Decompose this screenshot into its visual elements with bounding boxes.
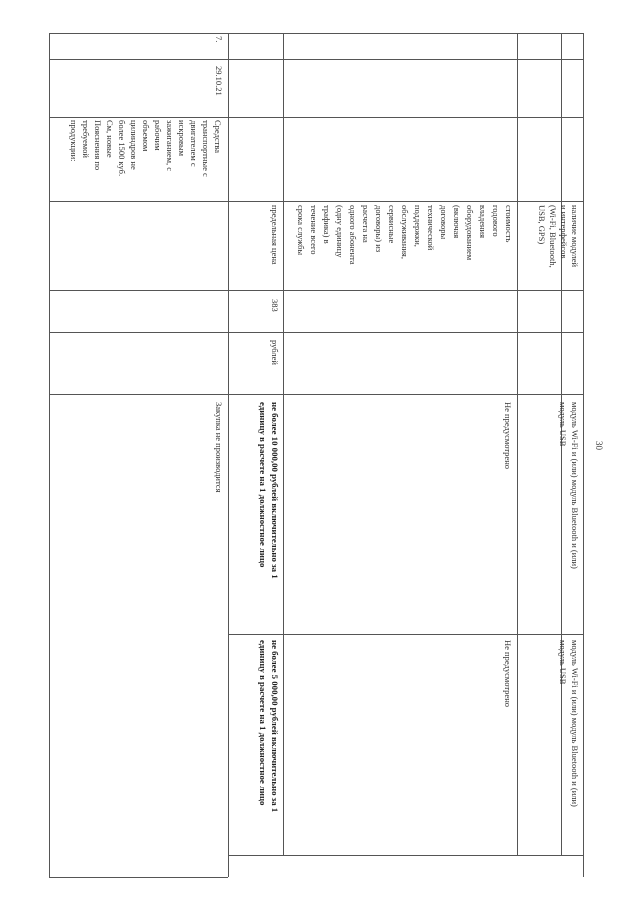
characteristic-line: обслуживания, — [400, 205, 410, 259]
col-divider-okei-unit — [49, 394, 584, 395]
product-name-line: объемом — [141, 120, 151, 152]
characteristic-line: течение всего — [309, 205, 319, 255]
col1-modules-line: модуль USB — [558, 402, 568, 447]
product-name-line: зажиганием, с — [165, 120, 175, 172]
characteristic-price-limit: предельная цена — [270, 205, 280, 265]
col-divider-name — [49, 201, 584, 202]
table-border-bottom-upper — [228, 855, 583, 856]
characteristic-line: годового — [491, 205, 501, 237]
product-name-line: более 1500 куб. — [117, 120, 127, 177]
characteristic-line: и интерфейсов — [559, 205, 569, 259]
col-divider-values — [228, 634, 584, 635]
characteristic-line: наличие модулей — [570, 205, 580, 268]
characteristic-line: (включая — [452, 205, 462, 239]
col2-modules-line: модуль Wi-Fi и (или) модуль Bluetooth и (или) — [570, 640, 580, 807]
characteristic-line: (одну единицу — [335, 205, 345, 258]
table-border-right — [583, 33, 584, 877]
characteristic-line: расчета на — [361, 205, 371, 243]
col-divider-okei-code — [49, 332, 584, 333]
page-number: 30 — [594, 441, 604, 450]
okei-unit: рублей — [270, 340, 280, 365]
characteristic-line: технической — [426, 205, 436, 251]
product-name-line: искровым — [177, 120, 187, 157]
characteristic-line: договоры — [439, 205, 449, 240]
characteristic-line: одного абонента — [348, 205, 358, 265]
product-name-line: требуемой — [81, 120, 91, 158]
characteristic-line: оборудованием — [465, 205, 475, 261]
characteristic-line: срока службы — [296, 205, 306, 256]
col1-cost: Не предусмотрено — [503, 402, 513, 469]
table-border-bottom — [49, 877, 228, 878]
product-name-line: Пояснения по — [93, 120, 103, 171]
col-divider-number — [49, 59, 584, 60]
col2-price-line: единицу в расчете на 1 должностное лицо — [258, 640, 268, 806]
col1-price-line: не более 10 000,00 рублей включительно за 1 — [270, 402, 280, 579]
product-name-line: рабочим — [153, 120, 163, 151]
row-divider-price — [283, 33, 284, 855]
characteristic-line: (Wi-Fi, Bluetooth, — [548, 205, 558, 268]
characteristic-line: трафика) в — [322, 205, 332, 244]
product-name-line: продукции: — [69, 120, 79, 162]
characteristic-line: USB, GPS) — [537, 205, 547, 245]
row-divider-cost — [517, 33, 518, 855]
vehicle-note: Закупка не производится — [214, 402, 224, 493]
characteristic-line: договоры) из — [374, 205, 384, 253]
okpd-code: 29.10.21 — [214, 66, 224, 96]
col2-modules-line: модуль USB — [558, 640, 568, 685]
col-divider-code — [49, 117, 584, 118]
row7-divider — [228, 33, 229, 877]
col1-modules-line: модуль Wi-Fi и (или) модуль Bluetooth и (или) — [570, 402, 580, 569]
row-number: 7. — [214, 36, 224, 43]
table-border-left — [49, 33, 50, 877]
product-name-line: цилиндров не — [129, 120, 139, 170]
col-divider-characteristic — [49, 290, 584, 291]
col1-price-line: единицу в расчете на 1 должностное лицо — [258, 402, 268, 568]
product-name-line: двигателем с — [189, 120, 199, 167]
col2-cost: Не предусмотрено — [503, 640, 513, 707]
product-name-line: Средства — [213, 120, 223, 154]
col2-price-line: не более 5 000,00 рублей включительно за 1 — [270, 640, 280, 813]
product-name-line: транспортные с — [201, 120, 211, 177]
characteristic-line: сервисные — [387, 205, 397, 244]
product-name-line: См, новые — [105, 120, 115, 158]
characteristic-line: поддержки, — [413, 205, 423, 247]
table-border-top — [49, 33, 584, 34]
characteristic-line: владения — [478, 205, 488, 239]
characteristic-line: стоимость — [504, 205, 514, 243]
okei-code: 383 — [270, 299, 280, 312]
